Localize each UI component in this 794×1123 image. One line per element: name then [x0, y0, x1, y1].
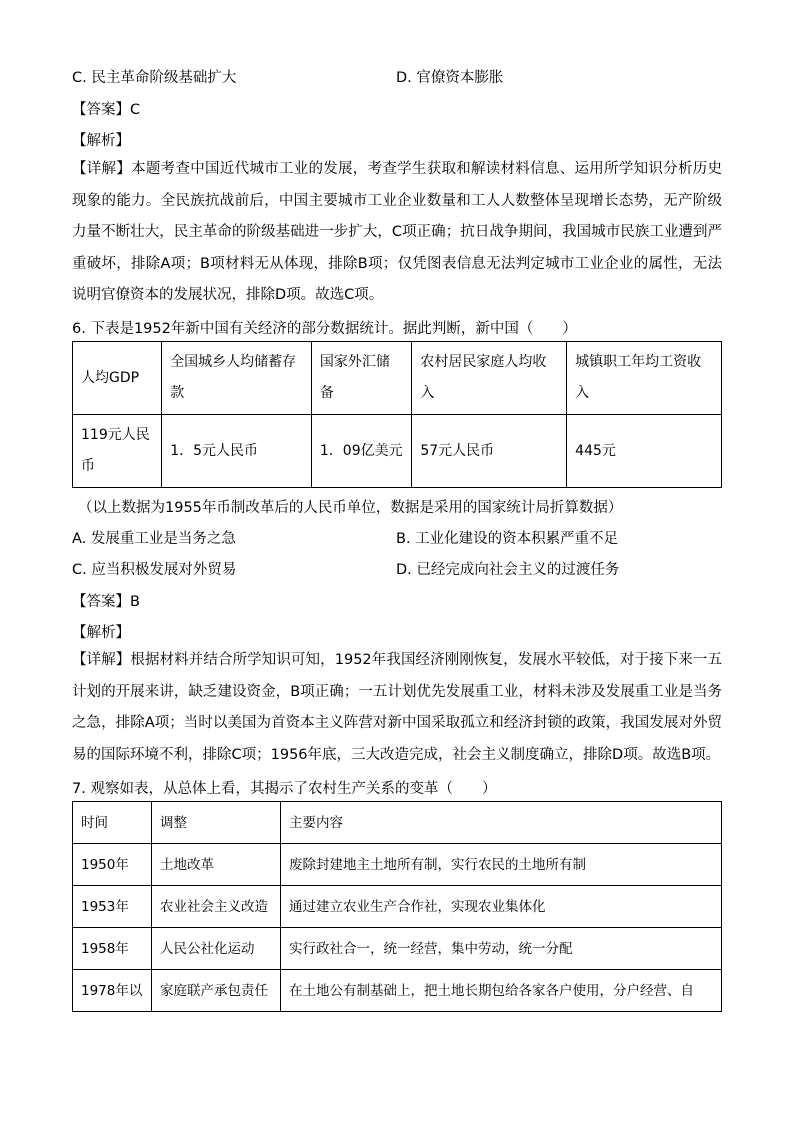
q6-option-d: D. 已经完成向社会主义的过渡任务: [396, 562, 620, 578]
q6-note: （以上数据为1955年币制改革后的人民币单位，数据是采用的国家统计局折算数据）: [78, 500, 623, 516]
table-row: [73, 970, 722, 1012]
q7-header-cell: 调整: [152, 802, 281, 844]
q5-option-c: C. 民主革命阶级基础扩大: [72, 70, 237, 86]
q6-data-cell: 119元人民币: [73, 415, 162, 488]
q7-cell-adjustment: 人民公社化运动: [152, 928, 281, 970]
q6-stem: 6. 下表是1952年新中国有关经济的部分数据统计。据此判断，新中国（ ）: [72, 321, 577, 337]
table-row: [73, 844, 722, 886]
q6-data-cell: 1．09亿美元: [311, 415, 411, 488]
q6-data-cell: 1．5元人民币: [162, 415, 312, 488]
q6-header-cell: 全国城乡人均储蓄存款: [162, 342, 312, 415]
table-row: [73, 415, 722, 488]
q6-header-cell: 人均GDP: [73, 342, 162, 415]
q7-cell-year: 1950年: [73, 844, 152, 886]
q7-header-cell: 主要内容: [281, 802, 722, 844]
table-row: [73, 928, 722, 970]
q5-detail: 【详解】本题考查中国近代城市工业的发展，考查学生获取和解读材料信息、运用所学知识分析历史现象的能力。全民族抗战前后，中国主要城市工业企业数量和工人人数整体呈现增长态势，无产阶级力量不断壮大，民主革命的阶级基础进一步扩大，C项正确；抗日战争期间，我国城市民族工业遭到严重破坏，排除A项；B项材料无从体现，排除B项；仅凭图表信息无法判定城市工业企业的属性，无法说明官僚资本的发展状况，排除D项。故选C项。: [72, 161, 722, 303]
table-row: [73, 886, 722, 928]
q7-cell-year: 1958年: [73, 928, 152, 970]
q7-cell-adjustment: 土地改革: [152, 844, 281, 886]
q6-answer: 【答案】B: [72, 594, 140, 610]
q7-cell-year: 1953年: [73, 886, 152, 928]
q7-cell-content: 通过建立农业生产合作社，实现农业集体化: [281, 886, 722, 928]
q5-analysis-label: 【解析】: [72, 133, 130, 149]
q6-analysis-label: 【解析】: [72, 625, 130, 641]
q7-cell-adjustment: 家庭联产承包责任: [152, 970, 281, 1012]
q7-header-cell: 时间: [73, 802, 152, 844]
q7-table: [72, 801, 722, 1012]
table-row: [73, 342, 722, 415]
q6-header-cell: 农村居民家庭人均收入: [412, 342, 567, 415]
table-row: [73, 802, 722, 844]
q6-data-cell: 445元: [567, 415, 722, 488]
q6-option-b: B. 工业化建设的资本积累严重不足: [396, 531, 619, 547]
q7-cell-content: 在土地公有制基础上，把土地长期包给各家各户使用，分户经营、自: [281, 970, 722, 1012]
q6-header-cell: 城镇职工年均工资收入: [567, 342, 722, 415]
q7-stem: 7. 观察如表，从总体上看，其揭示了农村生产关系的变革（ ）: [72, 781, 497, 797]
q6-table: [72, 341, 722, 488]
q6-detail: 【详解】根据材料并结合所学知识可知，1952年我国经济刚刚恢复，发展水平较低，对于接下来一五计划的开展来讲，缺乏建设资金，B项正确；一五计划优先发展重工业，材料未涉及发展重工业是当务之急，排除A项；当时以美国为首资本主义阵营对新中国采取孤立和经济封锁的政策，我国发展对外贸易的国际环境不利，排除C项；1956年底，三大改造完成，社会主义制度确立，排除D项。故选B项。: [72, 652, 722, 763]
q5-option-d: D. 官僚资本膨胀: [396, 70, 504, 86]
q7-cell-year: 1978年以: [73, 970, 152, 1012]
q6-option-a: A. 发展重工业是当务之急: [72, 531, 236, 547]
q6-data-cell: 57元人民币: [412, 415, 567, 488]
q6-header-cell: 国家外汇储备: [311, 342, 411, 415]
q7-cell-adjustment: 农业社会主义改造: [152, 886, 281, 928]
q6-option-c: C. 应当积极发展对外贸易: [72, 562, 237, 578]
q7-cell-content: 实行政社合一，统一经营，集中劳动，统一分配: [281, 928, 722, 970]
q5-answer: 【答案】C: [72, 102, 141, 118]
q7-cell-content: 废除封建地主土地所有制，实行农民的土地所有制: [281, 844, 722, 886]
